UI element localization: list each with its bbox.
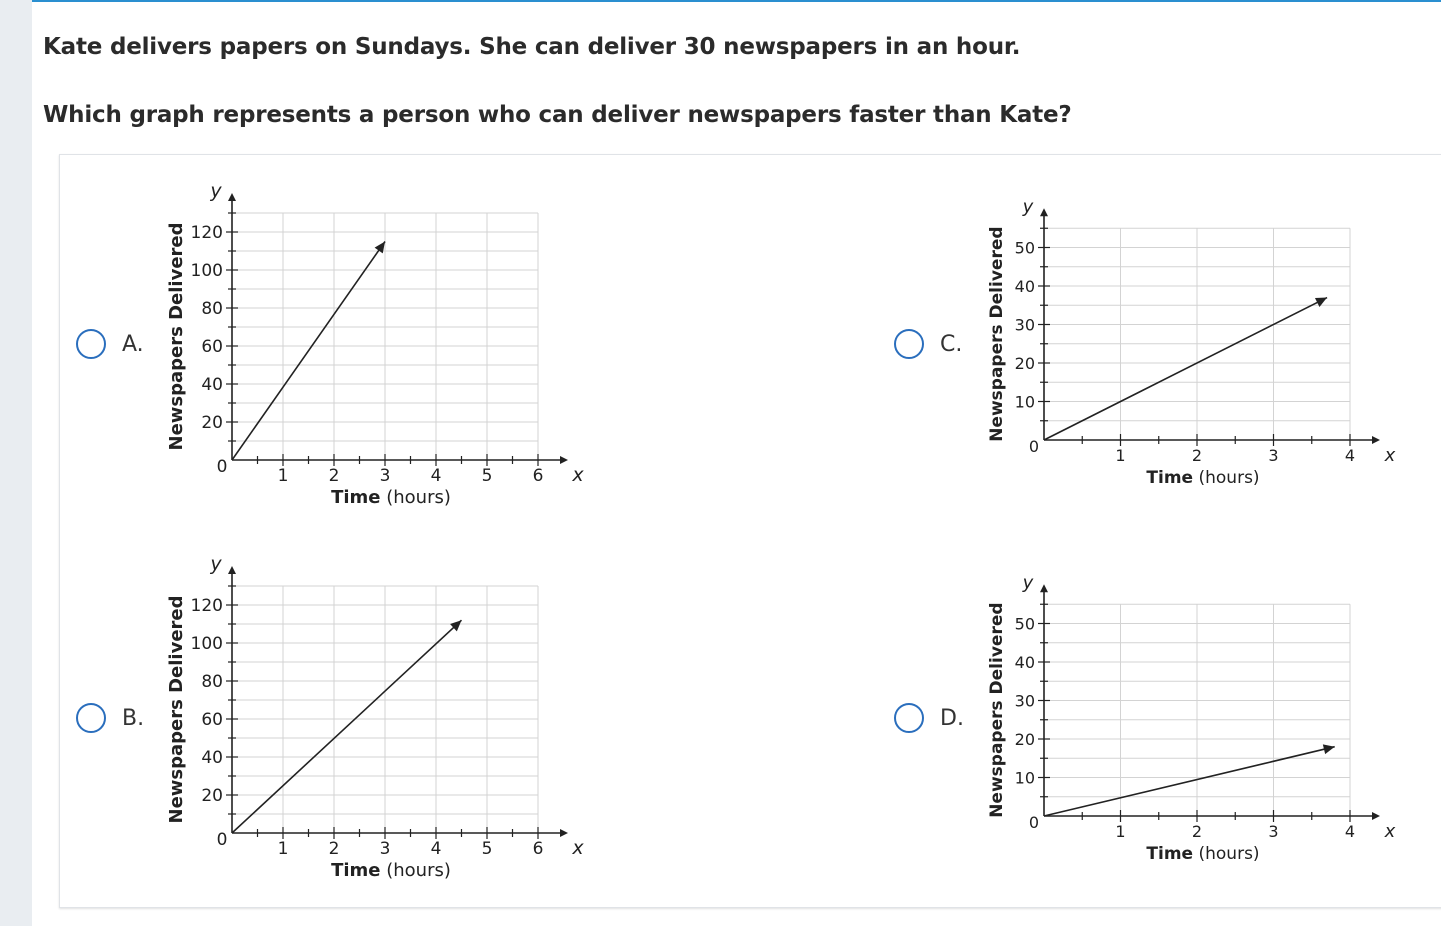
x-tick-label: 2 (328, 466, 340, 486)
y-axis-title: Newspapers Delivered (166, 222, 187, 451)
x-axis-title (331, 487, 451, 508)
y-tick-label: 40 (1014, 277, 1035, 296)
data-line-arrow-icon (375, 242, 385, 254)
graph-c (980, 192, 1400, 497)
x-axis-letter: x (572, 837, 584, 859)
data-line (232, 242, 385, 461)
x-axis-title-bold: Time (1146, 844, 1194, 864)
y-tick-label: 20 (201, 786, 223, 806)
radio-button-c[interactable] (894, 329, 924, 359)
option-a-label: A. (122, 331, 144, 357)
data-line (1044, 298, 1327, 440)
x-tick-label: 6 (532, 466, 544, 486)
y-tick-label: 100 (190, 261, 223, 281)
option-c-label: C. (940, 331, 963, 357)
y-tick-label: 40 (1014, 653, 1035, 672)
y-tick-label: 40 (201, 375, 223, 395)
y-tick-label: 60 (201, 710, 223, 730)
x-tick-label: 3 (379, 839, 391, 859)
x-axis-letter: x (572, 464, 584, 486)
x-axis-title-unit: (hours) (380, 860, 451, 881)
option-b[interactable] (76, 703, 144, 733)
y-tick-label: 100 (190, 634, 223, 654)
y-axis-letter: y (210, 180, 222, 202)
x-tick-label: 1 (277, 839, 289, 859)
y-axis-letter: y (1022, 572, 1034, 594)
option-d[interactable] (894, 703, 964, 733)
x-tick-label: 1 (1115, 446, 1126, 465)
option-a[interactable] (76, 329, 144, 359)
x-tick-label: 3 (1268, 822, 1279, 841)
y-tick-label: 60 (201, 337, 223, 357)
y-tick-label: 120 (190, 596, 223, 616)
x-tick-label: 4 (1344, 822, 1356, 841)
x-axis-title (1146, 844, 1259, 864)
x-axis-title-unit: (hours) (380, 487, 451, 508)
x-axis-title-unit: (hours) (1193, 468, 1260, 488)
graph-d (980, 567, 1400, 872)
y-tick-label: 10 (1014, 768, 1035, 788)
y-tick-label: 80 (201, 299, 223, 319)
x-axis-arrow-icon (560, 829, 568, 837)
y-axis-title: Newspapers Delivered (987, 602, 1007, 818)
origin-label: 0 (1028, 813, 1040, 832)
x-tick-label: 1 (277, 466, 289, 486)
radio-button-d[interactable] (894, 703, 924, 733)
y-tick-label: 50 (1014, 614, 1035, 634)
radio-button-a[interactable] (76, 329, 106, 359)
x-axis-title-bold: Time (331, 860, 381, 881)
y-tick-label: 40 (201, 748, 223, 768)
x-axis-title-bold: Time (1146, 468, 1194, 488)
option-c[interactable] (894, 329, 962, 359)
data-line (1044, 747, 1335, 816)
x-axis-letter: x (1384, 821, 1396, 842)
y-tick-label: 50 (1014, 238, 1035, 258)
x-axis-title (1146, 468, 1259, 488)
x-tick-label: 4 (430, 466, 442, 486)
x-tick-label: 5 (481, 466, 493, 486)
x-axis-arrow-icon (560, 456, 568, 464)
option-d-label: D. (940, 705, 964, 731)
y-axis-arrow-icon (228, 566, 236, 574)
y-axis-letter: y (210, 553, 222, 575)
y-tick-label: 30 (1014, 315, 1035, 335)
origin-label: 0 (1028, 437, 1040, 456)
question-prompt: Which graph represents a person who can deliver newspapers faster than Kate? (43, 102, 1072, 128)
radio-button-b[interactable] (76, 703, 106, 733)
x-tick-label: 2 (1191, 446, 1203, 465)
y-axis-title: Newspapers Delivered (987, 226, 1007, 442)
x-tick-label: 1 (1115, 822, 1126, 841)
y-tick-label: 120 (190, 223, 223, 243)
y-tick-label: 20 (1014, 730, 1035, 749)
data-line (232, 620, 462, 833)
y-tick-label: 20 (201, 413, 223, 433)
x-axis-title-unit: (hours) (1193, 844, 1260, 864)
x-axis-letter: x (1384, 445, 1396, 466)
x-tick-label: 2 (1191, 822, 1203, 841)
x-tick-label: 3 (1268, 446, 1279, 465)
y-axis-arrow-icon (228, 193, 236, 201)
y-tick-label: 10 (1014, 392, 1035, 412)
x-axis-arrow-icon (1372, 812, 1380, 820)
x-tick-label: 4 (430, 839, 442, 859)
option-b-label: B. (122, 705, 145, 731)
origin-label: 0 (216, 457, 228, 477)
x-axis-title (331, 860, 451, 881)
x-tick-label: 6 (532, 839, 544, 859)
origin-label: 0 (216, 830, 228, 850)
x-tick-label: 3 (379, 466, 391, 486)
question-stem: Kate delivers papers on Sundays. She can deliver 30 newspapers in an hour. (43, 34, 1021, 60)
y-axis-arrow-icon (1040, 584, 1048, 592)
y-tick-label: 20 (1014, 354, 1035, 373)
x-axis-arrow-icon (1372, 436, 1380, 444)
y-axis-arrow-icon (1040, 208, 1048, 216)
x-tick-label: 5 (481, 839, 493, 859)
y-axis-title: Newspapers Delivered (166, 595, 187, 824)
top-accent-bar (32, 0, 1441, 2)
x-tick-label: 2 (328, 839, 340, 859)
data-line-arrow-icon (1323, 744, 1335, 754)
graph-a (160, 175, 600, 515)
y-axis-letter: y (1022, 196, 1034, 218)
y-tick-label: 80 (201, 672, 223, 692)
x-tick-label: 4 (1344, 446, 1356, 465)
graph-b (160, 550, 600, 890)
x-axis-title-bold: Time (331, 487, 381, 508)
y-tick-label: 30 (1014, 691, 1035, 711)
